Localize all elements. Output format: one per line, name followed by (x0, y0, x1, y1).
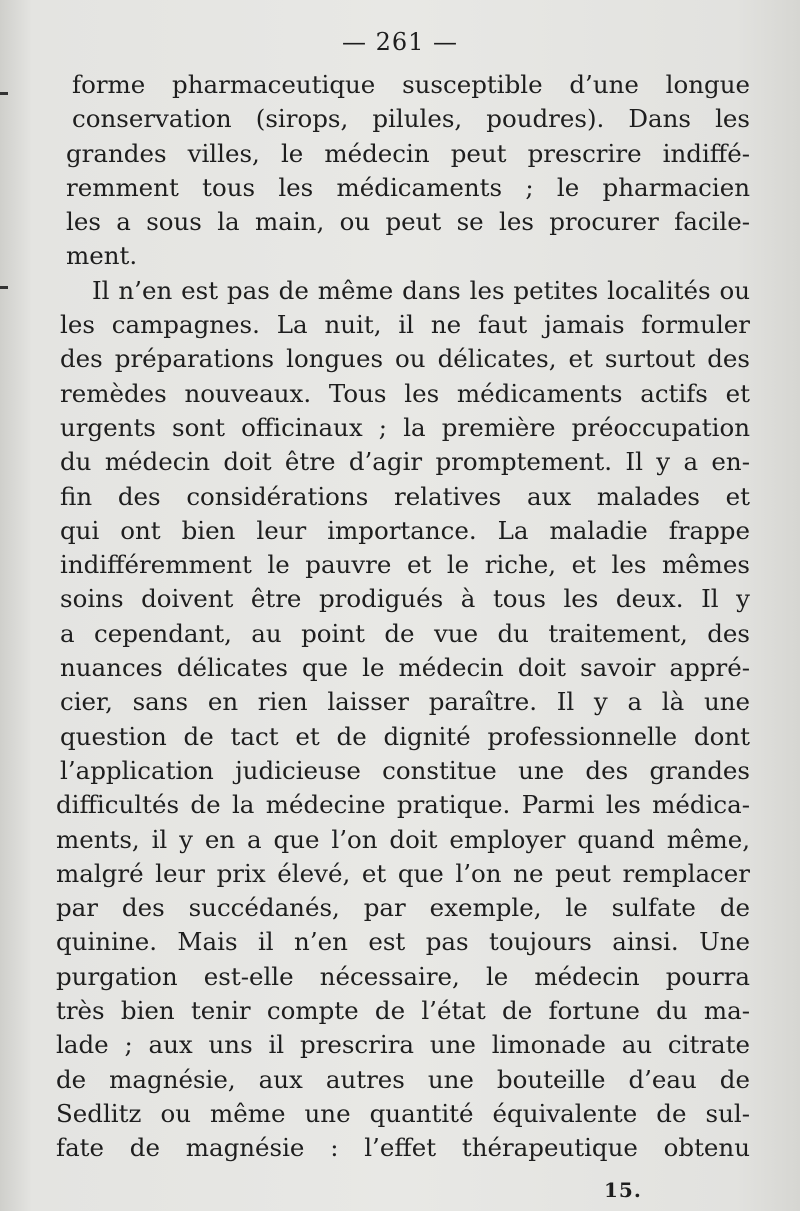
text-line: qui ont bien leur importance. La maladie frappe (60, 515, 750, 545)
text-line: Sedlitz ou même une quantité équivalente de sul- (56, 1098, 750, 1128)
text-line: fin des considérations relatives aux malades et (60, 481, 750, 511)
text-line: remèdes nouveaux. Tous les médicaments actifs et (60, 378, 750, 408)
text-line: Il n’en est pas de même dans les petites localités ou (92, 275, 750, 305)
text-line: l’application judicieuse constitue une des grandes (60, 755, 750, 785)
margin-mark (0, 286, 8, 289)
text-line: nuances délicates que le médecin doit savoir appré- (60, 653, 750, 683)
text-line: lade ; aux uns il prescrira une limonade au citrate (56, 1030, 750, 1060)
text-line: des préparations longues ou délicates, et surtout des (60, 344, 750, 374)
margin-mark (0, 92, 8, 95)
text-line: difficultés de la médecine pratique. Parmi les médica- (56, 790, 750, 820)
text-line: les campagnes. La nuit, il ne faut jamais formuler (60, 310, 750, 340)
text-line: grandes villes, le médecin peut prescrire indiffé- (66, 138, 750, 168)
text-line: ment. (66, 241, 138, 271)
text-line: remment tous les médicaments ; le pharmacien (66, 172, 750, 202)
text-line: forme pharmaceutique susceptible d’une longue (72, 70, 750, 99)
text-line: urgents sont officinaux ; la première préoccupation (60, 412, 750, 442)
text-line: très bien tenir compte de l’état de fortune du ma- (56, 996, 750, 1026)
text-line: fate de magnésie : l’effet thérapeutique obtenu (56, 1133, 750, 1163)
text-line: a cependant, au point de vue du traitement, des (60, 618, 750, 648)
text-line: les a sous la main, ou peut se les procurer facile- (66, 207, 750, 237)
text-line: de magnésie, aux autres une bouteille d’eau de (56, 1064, 750, 1094)
signature-mark: 15. (604, 1178, 642, 1202)
text-line: quinine. Mais il n’en est pas toujours ainsi. Une (56, 927, 750, 957)
text-line: ments, il y en a que l’on doit employer quand même, (56, 824, 750, 854)
text-line: cier, sans en rien laisser paraître. Il y a là une (60, 687, 750, 717)
text-line: question de tact et de dignité professionnelle dont (60, 721, 750, 751)
text-line: malgré leur prix élevé, et que l’on ne peut remplacer (56, 858, 750, 888)
page-number: — 261 — (341, 28, 459, 56)
text-line: purgation est-elle nécessaire, le médecin pourra (56, 961, 750, 991)
page-text (50, 68, 750, 1166)
text-line: du médecin doit être d’agir promptement. Il y a en- (60, 447, 750, 477)
text-line: indifféremment le pauvre et le riche, et les mêmes (60, 550, 750, 580)
text-line: conservation (sirops, pilules, poudres). Dans les (72, 104, 750, 134)
text-line: soins doivent être prodigués à tous les deux. Il y (60, 584, 750, 614)
text-line: par des succédanés, par exemple, le sulfate de (56, 893, 750, 923)
